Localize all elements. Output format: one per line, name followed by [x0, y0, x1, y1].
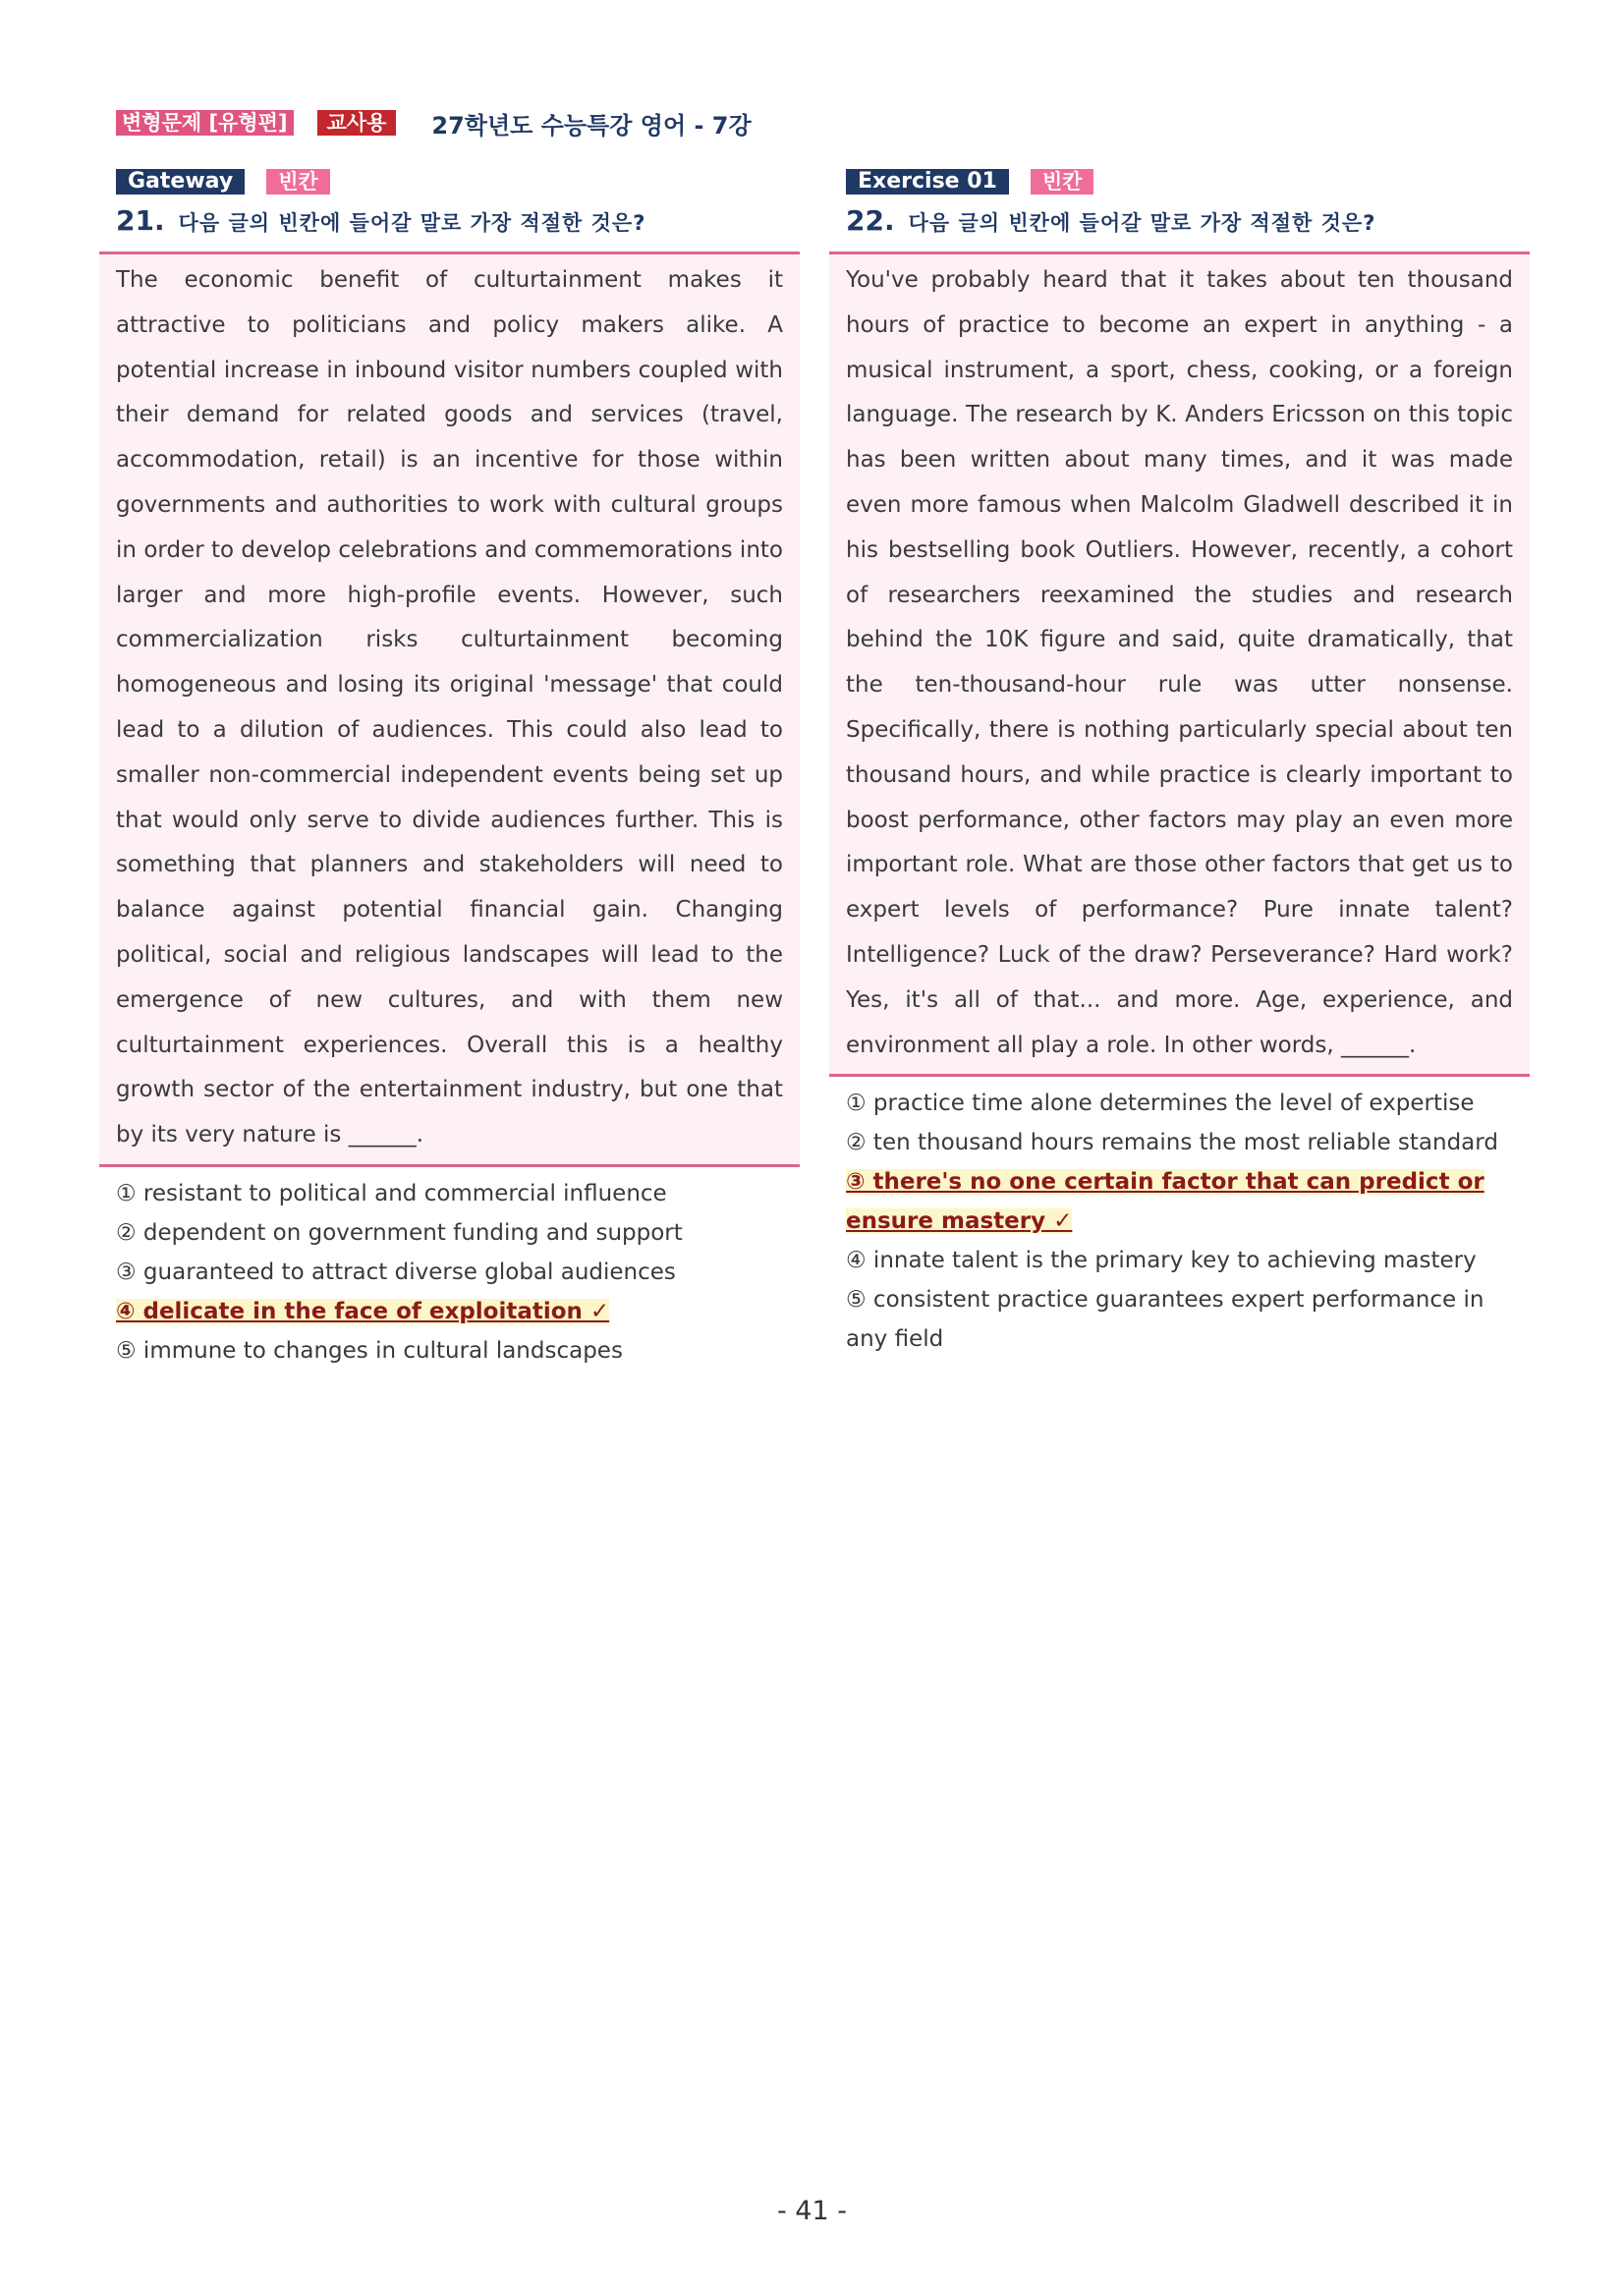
question-22-labels [846, 169, 1530, 195]
page-header [116, 106, 752, 140]
teacher-tag: 교사용 [317, 110, 397, 136]
option-5[interactable]: ⑤ immune to changes in cultural landscapes [116, 1337, 623, 1364]
question-21-labels [116, 169, 800, 195]
question-22-prompt [846, 204, 1530, 240]
question-text: 다음 글의 빈칸에 들어갈 말로 가장 적절한 것은? [178, 211, 646, 235]
question-number: 21. [116, 204, 165, 237]
exercise-tag: Exercise 01 [846, 169, 1009, 195]
question-21-column [99, 169, 800, 1372]
blank-type-tag: 빈칸 [266, 169, 330, 195]
option-3[interactable]: ③ guaranteed to attract diverse global audiences [116, 1259, 676, 1285]
gateway-tag: Gateway [116, 169, 245, 195]
option-4-correct[interactable]: ④ delicate in the face of exploitation ✓ [116, 1298, 610, 1324]
variant-type-tag: 변형문제 [유형편] [116, 110, 294, 136]
passage-box [99, 252, 800, 1167]
blank-type-tag: 빈칸 [1031, 169, 1094, 195]
option-2[interactable]: ② ten thousand hours remains the most reliable standard [846, 1130, 1498, 1156]
page-title: 27학년도 수능특강 영어 - 7강 [431, 111, 752, 140]
passage-box [829, 252, 1530, 1077]
answer-options [99, 1175, 800, 1372]
question-number: 22. [846, 204, 895, 237]
page-number: - 41 - [776, 2196, 847, 2226]
question-text: 다음 글의 빈칸에 들어갈 말로 가장 적절한 것은? [908, 211, 1376, 235]
passage-text: The economic benefit of culturtainment makes it attractive to politicians and policy makers alike. A potential increase in inbound visitor numbers coupled with their demand for related goods and services (travel, accommodation, retail) is an incentive for those within governments and authorities to work with cultural groups in order to develop celebrations and commemorations into larger and more high-profile events. However, such commercialization risks culturtainment becoming homogeneous and losing its original 'message' that could lead to a dilution of audiences. This could also lead to smaller non-commercial independent events being set up that would only serve to divide audiences further. This is something that planners and stakeholders will need to balance against potential financial gain. Changing political, social and religious landscapes will lead to the emergence of new cultures, and with them new culturtainment experiences. Overall this is a healthy growth sector of the entertainment industry, but one that by its very nature is ______. [116, 267, 783, 1148]
option-4[interactable]: ④ innate talent is the primary key to achieving mastery [846, 1248, 1477, 1274]
option-2[interactable]: ② dependent on government funding and support [116, 1219, 683, 1246]
answer-options [829, 1085, 1530, 1360]
passage-text: You've probably heard that it takes about ten thousand hours of practice to become an expert in anything - a musical instrument, a sport, chess, cooking, or a foreign language. The research by K. Anders Ericsson on this topic has been written about many times, and it was made even more famous when Malcolm Gladwell described it in his bestselling book Outliers. However, recently, a cohort of researchers reexamined the studies and research behind the 10K figure and said, quite dramatically, that the ten-thousand-hour rule was utter nonsense. Specifically, there is nothing particularly special about ten thousand hours, and while practice is clearly important to boost performance, other factors may play an even more important role. What are those other factors that get us to expert levels of performance? Pure innate talent? Intelligence? Luck of the draw? Perseverance? Hard work? Yes, it's all of that... and more. Age, experience, and environment all play a role. In other words, ______. [846, 267, 1513, 1058]
option-3-correct[interactable]: ③ there's no one certain factor that can predict or ensure mastery ✓ [846, 1169, 1484, 1235]
question-21-prompt [116, 204, 800, 240]
question-22-column [829, 169, 1530, 1360]
option-1[interactable]: ① resistant to political and commercial influence [116, 1180, 667, 1206]
option-5[interactable]: ⑤ consistent practice guarantees expert performance in any field [846, 1287, 1484, 1353]
option-1[interactable]: ① practice time alone determines the level of expertise [846, 1091, 1475, 1117]
